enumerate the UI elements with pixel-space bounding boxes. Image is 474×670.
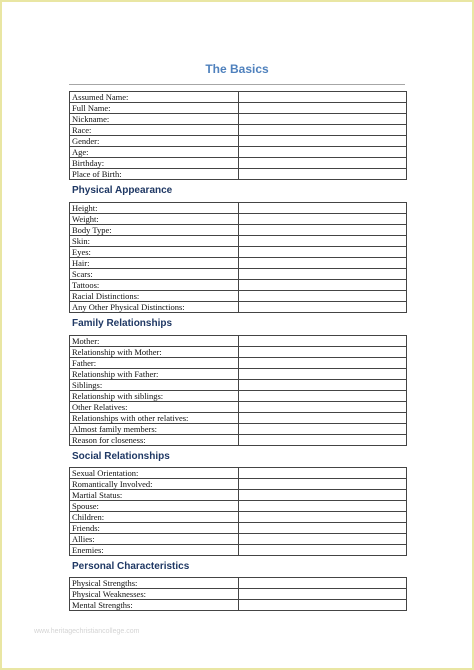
table-row — [70, 136, 407, 147]
field-label: Physical Strengths: — [70, 578, 239, 589]
field-label: Reason for closeness: — [70, 435, 239, 446]
field-label: Age: — [70, 147, 239, 158]
field-label: Scars: — [70, 269, 239, 280]
field-label: Relationship with siblings: — [70, 391, 239, 402]
field-value-cell[interactable] — [239, 302, 407, 313]
table-row — [70, 369, 407, 380]
field-value-cell[interactable] — [239, 125, 407, 136]
basics-table — [69, 91, 407, 180]
field-value-cell[interactable] — [239, 169, 407, 180]
table-row — [70, 424, 407, 435]
field-value-cell[interactable] — [239, 369, 407, 380]
field-value-cell[interactable] — [239, 247, 407, 258]
field-value-cell[interactable] — [239, 114, 407, 125]
physical-appearance-table — [69, 202, 407, 313]
table-row — [70, 258, 407, 269]
field-label: Relationships with other relatives: — [70, 413, 239, 424]
field-value-cell[interactable] — [239, 358, 407, 369]
table-row — [70, 247, 407, 258]
table-row — [70, 302, 407, 313]
field-label: Full Name: — [70, 103, 239, 114]
field-value-cell[interactable] — [239, 468, 407, 479]
field-value-cell[interactable] — [239, 435, 407, 446]
field-value-cell[interactable] — [239, 136, 407, 147]
field-value-cell[interactable] — [239, 291, 407, 302]
table-row — [70, 236, 407, 247]
table-row — [70, 545, 407, 556]
field-label: Relationship with Mother: — [70, 347, 239, 358]
table-row — [70, 402, 407, 413]
field-label: Tattoos: — [70, 280, 239, 291]
table-row — [70, 391, 407, 402]
field-value-cell[interactable] — [239, 92, 407, 103]
field-value-cell[interactable] — [239, 147, 407, 158]
field-label: Body Type: — [70, 225, 239, 236]
field-label: Birthday: — [70, 158, 239, 169]
field-value-cell[interactable] — [239, 391, 407, 402]
table-row — [70, 347, 407, 358]
field-label: Gender: — [70, 136, 239, 147]
field-value-cell[interactable] — [239, 203, 407, 214]
field-value-cell[interactable] — [239, 380, 407, 391]
table-row — [70, 203, 407, 214]
field-value-cell[interactable] — [239, 490, 407, 501]
table-row — [70, 600, 407, 611]
table-row — [70, 92, 407, 103]
field-label: Children: — [70, 512, 239, 523]
table-row — [70, 269, 407, 280]
table-row — [70, 169, 407, 180]
field-label: Any Other Physical Distinctions: — [70, 302, 239, 313]
field-value-cell[interactable] — [239, 523, 407, 534]
table-row — [70, 147, 407, 158]
field-value-cell[interactable] — [239, 501, 407, 512]
watermark-text: www.heritagechristiancollege.com — [34, 628, 140, 635]
field-label: Other Relatives: — [70, 402, 239, 413]
field-label: Mental Strengths: — [70, 600, 239, 611]
field-label: Mother: — [70, 336, 239, 347]
field-label: Spouse: — [70, 501, 239, 512]
table-row — [70, 435, 407, 446]
field-value-cell[interactable] — [239, 545, 407, 556]
table-row — [70, 103, 407, 114]
field-label: Almost family members: — [70, 424, 239, 435]
personal-characteristics-table — [69, 577, 407, 611]
field-value-cell[interactable] — [239, 534, 407, 545]
field-value-cell[interactable] — [239, 158, 407, 169]
field-value-cell[interactable] — [239, 600, 407, 611]
section-heading-physical-appearance: Physical Appearance — [72, 185, 173, 196]
field-label: Friends: — [70, 523, 239, 534]
field-value-cell[interactable] — [239, 280, 407, 291]
section-heading-social-relationships: Social Relationships — [72, 451, 170, 462]
field-label: Enemies: — [70, 545, 239, 556]
table-row — [70, 225, 407, 236]
table-row — [70, 114, 407, 125]
table-row — [70, 589, 407, 600]
field-label: Romantically Involved: — [70, 479, 239, 490]
social-relationships-table — [69, 467, 407, 556]
field-value-cell[interactable] — [239, 225, 407, 236]
field-label: Sexual Orientation: — [70, 468, 239, 479]
field-value-cell[interactable] — [239, 413, 407, 424]
field-value-cell[interactable] — [239, 512, 407, 523]
field-label: Hair: — [70, 258, 239, 269]
table-row — [70, 280, 407, 291]
table-row — [70, 534, 407, 545]
table-row — [70, 291, 407, 302]
table-row — [70, 413, 407, 424]
field-label: Nickname: — [70, 114, 239, 125]
field-label: Assumed Name: — [70, 92, 239, 103]
table-row — [70, 490, 407, 501]
field-label: Physical Weaknesses: — [70, 589, 239, 600]
field-label: Weight: — [70, 214, 239, 225]
table-row — [70, 358, 407, 369]
field-label: Eyes: — [70, 247, 239, 258]
title-divider — [69, 84, 405, 85]
page-title: The Basics — [205, 62, 269, 76]
table-row — [70, 578, 407, 589]
field-label: Relationship with Father: — [70, 369, 239, 380]
table-row — [70, 336, 407, 347]
section-heading-personal-characteristics: Personal Characteristics — [72, 561, 190, 572]
field-label: Place of Birth: — [70, 169, 239, 180]
field-value-cell[interactable] — [239, 103, 407, 114]
field-value-cell[interactable] — [239, 269, 407, 280]
table-row — [70, 479, 407, 490]
field-value-cell[interactable] — [239, 589, 407, 600]
table-row — [70, 380, 407, 391]
field-value-cell[interactable] — [239, 402, 407, 413]
field-value-cell[interactable] — [239, 424, 407, 435]
section-heading-family-relationships: Family Relationships — [72, 318, 173, 329]
field-value-cell[interactable] — [239, 578, 407, 589]
table-row — [70, 468, 407, 479]
field-label: Racial Distinctions: — [70, 291, 239, 302]
table-row — [70, 125, 407, 136]
field-value-cell[interactable] — [239, 236, 407, 247]
family-relationships-table — [69, 335, 407, 446]
field-value-cell[interactable] — [239, 479, 407, 490]
field-label: Martial Status: — [70, 490, 239, 501]
table-row — [70, 501, 407, 512]
field-label: Skin: — [70, 236, 239, 247]
table-row — [70, 214, 407, 225]
field-label: Siblings: — [70, 380, 239, 391]
table-row — [70, 158, 407, 169]
field-value-cell[interactable] — [239, 336, 407, 347]
field-label: Father: — [70, 358, 239, 369]
field-value-cell[interactable] — [239, 258, 407, 269]
field-value-cell[interactable] — [239, 347, 407, 358]
table-row — [70, 512, 407, 523]
field-label: Height: — [70, 203, 239, 214]
table-row — [70, 523, 407, 534]
field-label: Allies: — [70, 534, 239, 545]
field-label: Race: — [70, 125, 239, 136]
field-value-cell[interactable] — [239, 214, 407, 225]
